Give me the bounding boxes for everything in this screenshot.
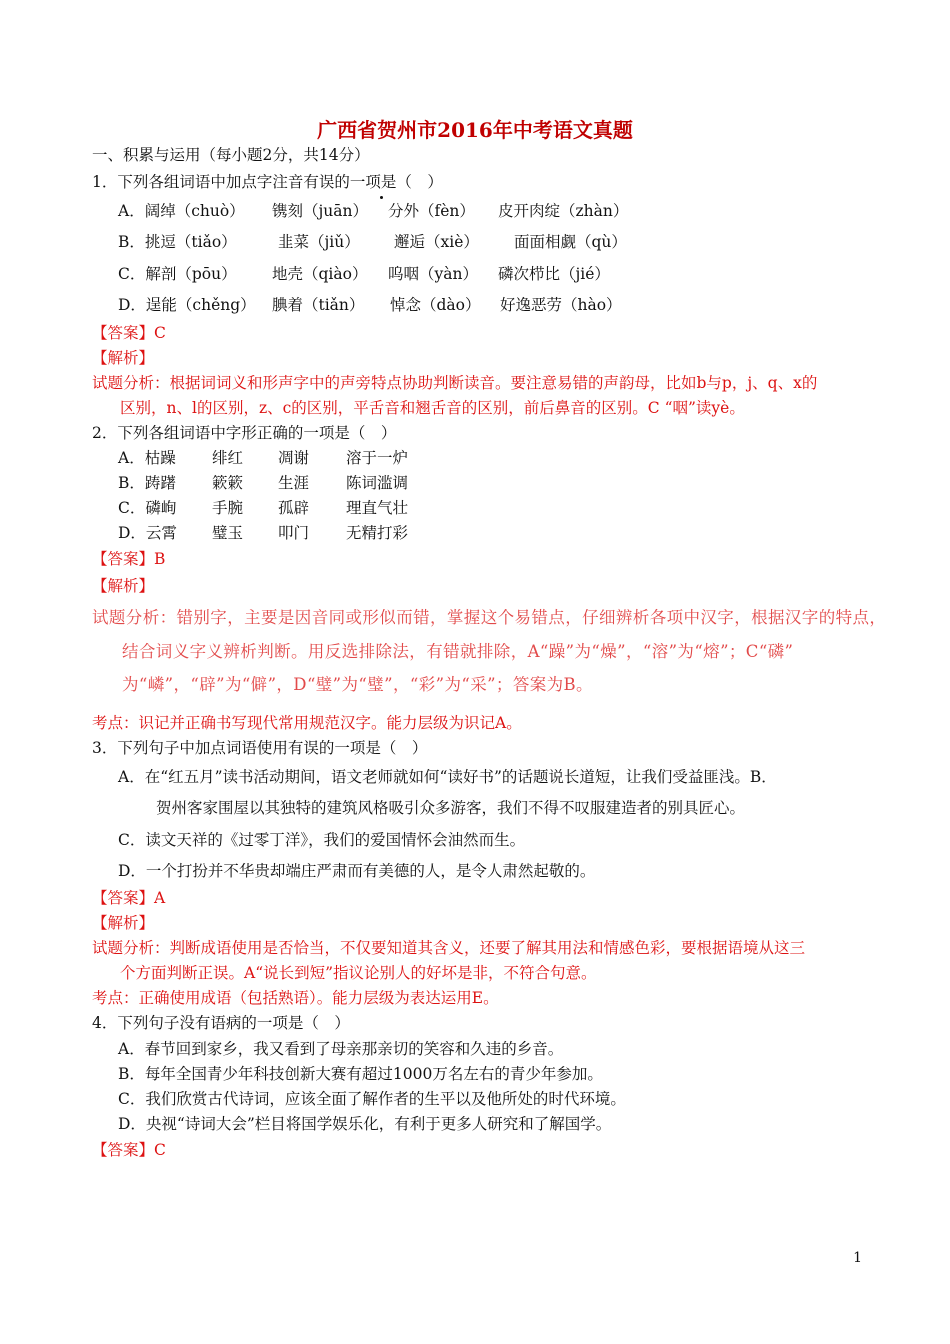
q3-option-a: A．在“红五月”读书活动期间，语文老师就如何“读好书”的话题说长道短，让我们受益匪浅。B． xyxy=(118,768,777,786)
q3-analysis-line1: 试题分析：判断成语使用是否恰当，不仅要知道其含义，还要了解其用法和情感色彩，要根据语境从这三 xyxy=(92,939,806,957)
q1-d-1: D．逞能（chěng） xyxy=(118,296,256,314)
q1-d-4: 好逸恶劳（hào） xyxy=(500,296,622,314)
q1-a-3: 分外（fèn） xyxy=(388,202,475,220)
page-number: 1 xyxy=(853,1250,862,1266)
emphasis-dot xyxy=(380,196,383,199)
q4-option-d: D．央视“诗词大会”栏目将国学娱乐化，有利于更多人研究和了解国学。 xyxy=(118,1115,612,1133)
q3-analysis-label: 【解析】 xyxy=(92,914,155,932)
q3-analysis-line2: 个方面判断正误。A“说长到短”指议论别人的好坏是非，不符合句意。 xyxy=(120,964,597,982)
q2-stem: 2．下列各组词语中字形正确的一项是（ ） xyxy=(92,424,397,442)
q2-b-1: B．踌躇 xyxy=(118,474,176,492)
q2-analysis-line2: 结合词义字义辨析判断。用反选排除法，有错就排除，A“躁”为“燥”，“溶”为“熔”；C“磷” xyxy=(122,642,794,661)
q2-analysis-label: 【解析】 xyxy=(92,577,155,595)
q1-b-3: 邂逅（xiè） xyxy=(394,233,479,251)
q2-a-4: 溶于一炉 xyxy=(346,449,409,467)
q2-b-3: 生涯 xyxy=(278,474,310,492)
q1-d-3: 悼念（dào） xyxy=(390,296,481,314)
q1-a-4: 皮开肉绽（zhàn） xyxy=(498,202,629,220)
q3-option-c: C．读文天祥的《过零丁洋》，我们的爱国情怀会油然而生。 xyxy=(118,831,526,849)
q2-analysis-line3: 为“嶙”，“辟”为“僻”，D“璧”为“璧”，“彩”为“采”；答案为B。 xyxy=(122,675,593,694)
q2-a-1: A．枯躁 xyxy=(118,449,176,467)
q1-c-1: C．解剖（pōu） xyxy=(118,265,237,283)
q3-option-b: 贺州客家围屋以其独特的建筑风格吸引众多游客，我们不得不叹服建造者的别具匠心。 xyxy=(156,799,746,817)
q4-option-a: A．春节回到家乡，我又看到了母亲那亲切的笑容和久违的乡音。 xyxy=(118,1040,564,1058)
q4-option-c: C．我们欣赏古代诗词，应该全面了解作者的生平以及他所处的时代环境。 xyxy=(118,1090,626,1108)
q3-answer: 【答案】A xyxy=(92,889,166,907)
q1-analysis-label: 【解析】 xyxy=(92,349,155,367)
section-heading: 一、积累与运用（每小题2分，共14分） xyxy=(92,146,370,164)
page-title: 广西省贺州市2016年中考语文真题 xyxy=(317,118,633,142)
q4-option-b: B．每年全国青少年科技创新大赛有超过1000万名左右的青少年参加。 xyxy=(118,1065,603,1083)
q2-analysis-line1: 试题分析：错别字，主要是因音同或形似而错，掌握这个易错点，仔细辨析各项中汉字，根据汉字的特点， xyxy=(92,608,887,627)
q4-answer: 【答案】C xyxy=(92,1141,166,1159)
q2-d-1: D．云霄 xyxy=(118,524,177,542)
q2-b-2: 簌簌 xyxy=(212,474,244,492)
q2-answer: 【答案】B xyxy=(92,550,166,568)
q2-kaodian: 考点：识记并正确书写现代常用规范汉字。能力层级为识记A。 xyxy=(92,714,522,732)
q3-stem: 3．下列句子中加点词语使用有误的一项是（ ） xyxy=(92,739,428,757)
q1-c-2: 地壳（qiào） xyxy=(272,265,368,283)
q2-c-4: 理直气壮 xyxy=(346,499,409,517)
q1-analysis-line1: 试题分析：根据词词义和形声字中的声旁特点协助判断读音。要注意易错的声韵母，比如b与p，j、q、x的 xyxy=(92,374,818,392)
q1-answer: 【答案】C xyxy=(92,324,166,342)
q3-option-d: D．一个打扮并不华贵却端庄严肃而有美德的人，是令人肃然起敬的。 xyxy=(118,862,596,880)
q2-d-4: 无精打彩 xyxy=(346,524,409,542)
q1-c-4: 磷次栉比（jié） xyxy=(498,265,610,283)
q2-a-3: 凋谢 xyxy=(278,449,310,467)
q2-d-3: 叩门 xyxy=(278,524,310,542)
q1-c-3: 呜咽（yàn） xyxy=(388,265,478,283)
q4-stem: 4．下列句子没有语病的一项是（ ） xyxy=(92,1014,350,1032)
q3-kaodian: 考点：正确使用成语（包括熟语）。能力层级为表达运用E。 xyxy=(92,989,499,1007)
q1-a-1: A．阔绰（chuò） xyxy=(118,202,245,220)
q2-c-1: C．磷峋 xyxy=(118,499,177,517)
q1-b-2: 韭菜（jiǔ） xyxy=(278,233,360,251)
q1-d-2: 腆着（tiǎn） xyxy=(272,296,365,314)
q1-b-4: 面面相觑（qù） xyxy=(514,233,627,251)
q1-b-1: B．挑逗（tiǎo） xyxy=(118,233,237,251)
q1-stem: 1．下列各组词语中加点字注音有误的一项是（ ） xyxy=(92,173,443,191)
q1-a-2: 镌刻（juān） xyxy=(272,202,369,220)
q2-d-2: 璧玉 xyxy=(212,524,244,542)
q2-c-3: 孤辟 xyxy=(278,499,310,517)
q1-analysis-line2: 区别，n、l的区别，z、c的区别，平舌音和翘舌音的区别，前后鼻音的区别。C “咽”读yè。 xyxy=(120,399,745,417)
q2-a-2: 绯红 xyxy=(212,449,244,467)
q2-c-2: 手腕 xyxy=(212,499,244,517)
q2-b-4: 陈词滥调 xyxy=(346,474,409,492)
